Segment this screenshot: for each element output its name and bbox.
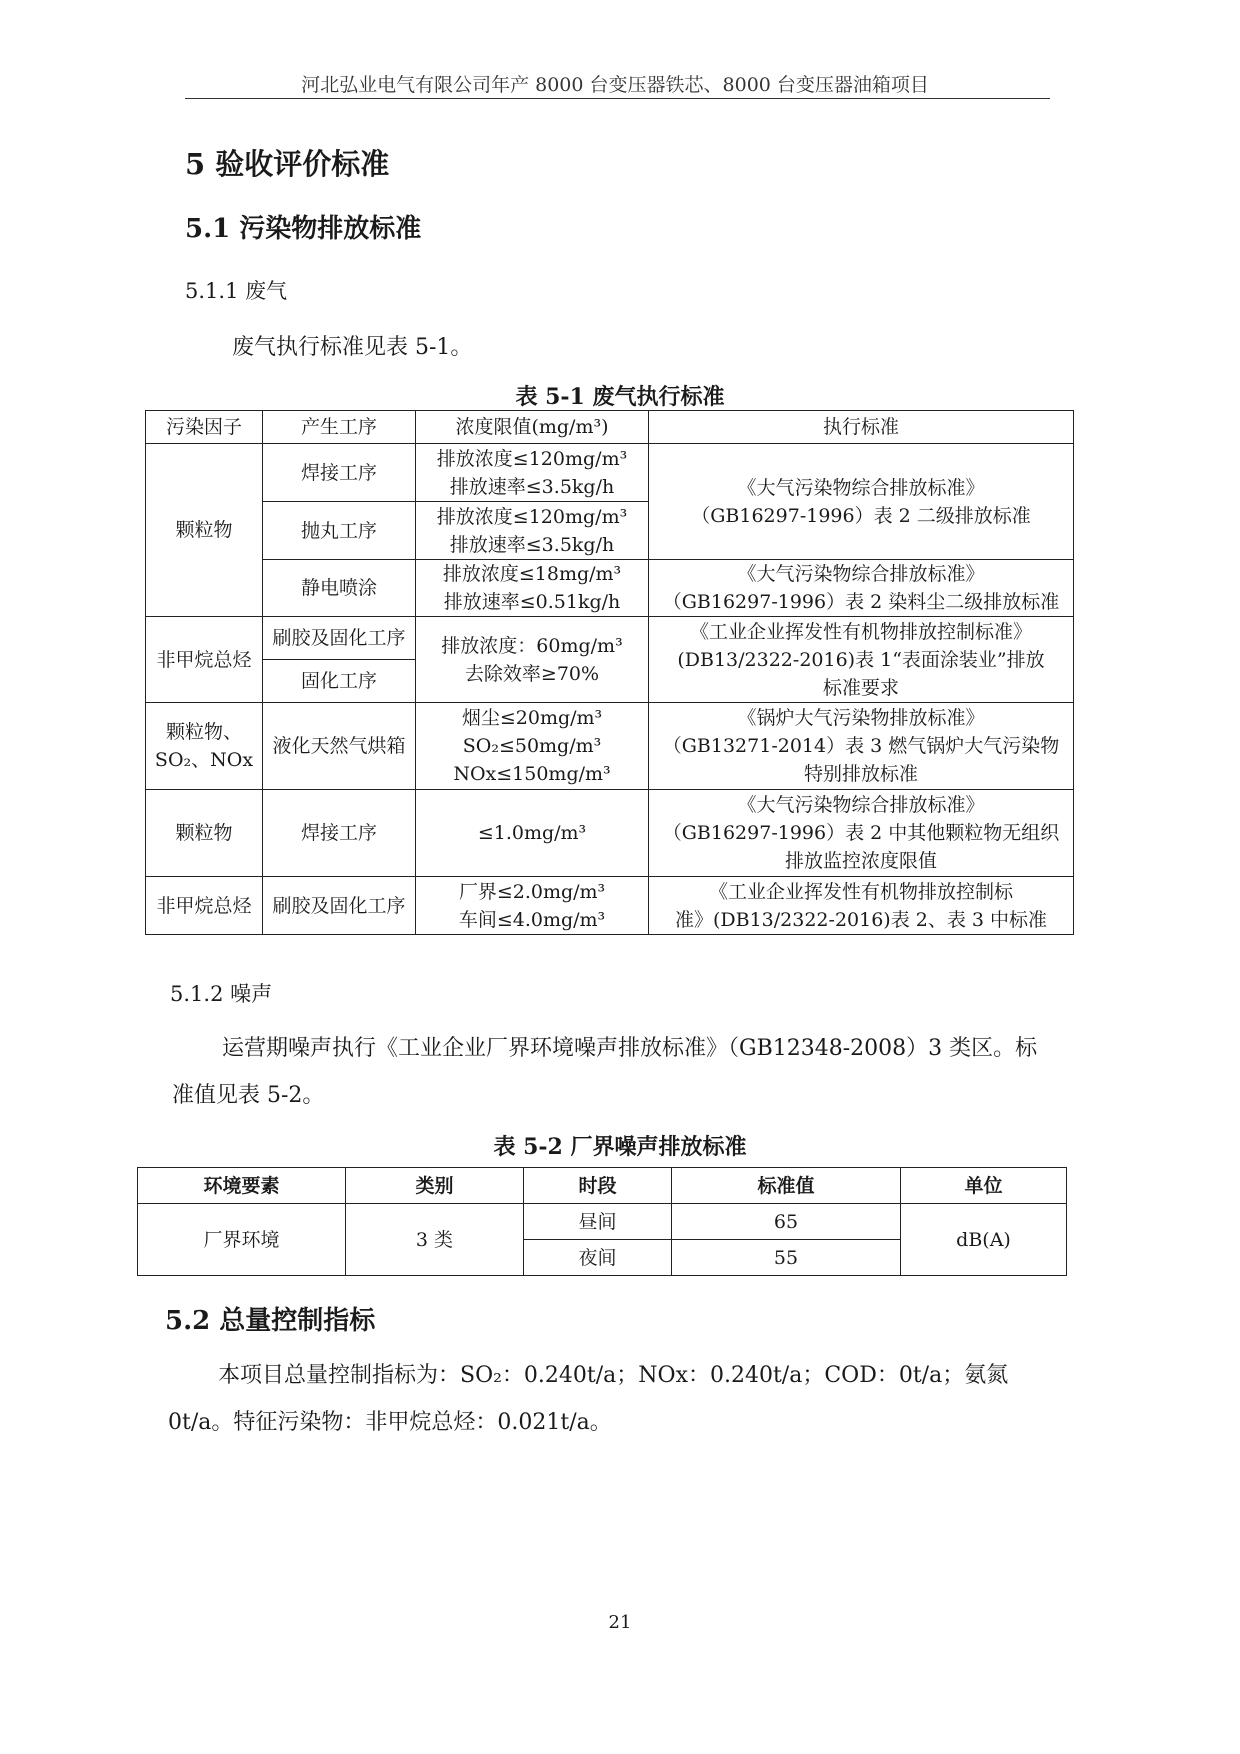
cell-line: （GB16297-1996）表 2 中其他颗粒物无组织 <box>662 822 1060 844</box>
table-cell <box>416 877 649 935</box>
cell-line: NOx≤150mg/m³ <box>453 763 611 785</box>
cell-line: (DB13/2322-2016)表 1“表面涂装业”排放 <box>677 648 1045 671</box>
table-cell: 颗粒物、SO₂、NOx <box>146 703 263 790</box>
table-cell <box>416 444 649 502</box>
table-header-row <box>146 411 1074 444</box>
section-title-5-2: 5.2 总量控制指标 <box>165 1306 376 1336</box>
cell-line: 车间≤4.0mg/m³ <box>458 908 606 931</box>
chapter-title: 5 验收评价标准 <box>185 147 390 181</box>
waste-gas-intro: 废气执行标准见表 5-1。 <box>232 335 473 360</box>
cell-line: 《大气污染物综合排放标准》 <box>737 563 985 585</box>
cell-line: 排放浓度≤120mg/m³ <box>436 505 628 528</box>
table-cell: dB(A) <box>901 1204 1067 1276</box>
section-title-5-1: 5.1 污染物排放标准 <box>185 214 422 244</box>
cell-line: 《锅炉大气污染物排放标准》 <box>737 707 985 729</box>
table-cell: 厂界环境 <box>138 1204 346 1276</box>
column-header: 单位 <box>901 1168 1067 1204</box>
header-rule <box>185 98 1050 99</box>
column-header: 产生工序 <box>263 411 416 444</box>
table-cell: 3 类 <box>346 1204 524 1276</box>
table-cell <box>416 502 649 560</box>
table-row <box>146 444 1074 502</box>
column-header: 时段 <box>524 1168 672 1204</box>
table-row <box>146 560 1074 617</box>
column-header: 标准值 <box>672 1168 901 1204</box>
table-cell <box>416 560 649 617</box>
cell-line: 《工业企业挥发性有机物排放控制标准》 <box>689 620 1032 643</box>
page-number: 21 <box>608 1612 632 1633</box>
cell-line: （GB16297-1996）表 2 二级排放标准 <box>691 504 1031 527</box>
table-cell <box>649 444 1074 560</box>
cell-line: 排放浓度≤18mg/m³ <box>442 563 622 585</box>
table-cell <box>649 877 1074 935</box>
table-cell: 固化工序 <box>263 660 416 703</box>
table-cell <box>416 703 649 790</box>
cell-line: 排放浓度≤120mg/m³ <box>436 447 628 470</box>
noise-standards-table <box>137 1167 1067 1276</box>
table-cell: 液化天然气烘箱 <box>263 703 416 790</box>
column-header: 类别 <box>346 1168 524 1204</box>
waste-gas-standards-table <box>145 410 1074 935</box>
column-header: 污染因子 <box>146 411 263 444</box>
cell-line: 排放速率≤3.5kg/h <box>449 475 615 498</box>
table-header-row <box>138 1168 1067 1204</box>
table-cell: ≤1.0mg/m³ <box>416 790 649 877</box>
table-row <box>146 703 1074 790</box>
table-cell: 静电喷涂 <box>263 560 416 617</box>
cell-line: （GB16297-1996）表 2 染料尘二级排放标准 <box>662 591 1060 613</box>
column-header: 执行标准 <box>649 411 1074 444</box>
table-cell <box>649 617 1074 703</box>
column-header: 浓度限值(mg/m³) <box>416 411 649 444</box>
table-5-2-caption: 表 5-2 厂界噪声排放标准 <box>493 1134 747 1160</box>
table-row <box>138 1204 1067 1240</box>
table-cell: 昼间 <box>524 1204 672 1240</box>
table-cell: 抛丸工序 <box>263 502 416 560</box>
table-cell <box>649 703 1074 790</box>
cell-line: 《大气污染物综合排放标准》 <box>737 794 985 816</box>
table-cell: 颗粒物 <box>146 790 263 877</box>
cell-line: 排放监控浓度限值 <box>784 850 937 872</box>
column-header: 环境要素 <box>138 1168 346 1204</box>
table-cell: 颗粒物 <box>146 444 263 617</box>
table-5-1-caption: 表 5-1 废气执行标准 <box>515 384 725 410</box>
table-cell: 刷胶及固化工序 <box>263 877 416 935</box>
cell-line: 厂界≤2.0mg/m³ <box>458 880 606 903</box>
table-cell: 65 <box>672 1204 901 1240</box>
subsection-title-5-1-1: 5.1.1 废气 <box>185 279 288 303</box>
table-cell: 非甲烷总烃 <box>146 877 263 935</box>
cell-line: 标准要求 <box>822 676 899 699</box>
table-row <box>146 877 1074 935</box>
total-control-text: 本项目总量控制指标为：SO₂：0.240t/a；NOx：0.240t/a；COD：0t/a；氨氮 0t/a。特征污染物：非甲烷总烃：0.021t/a。 <box>168 1363 1009 1435</box>
table-cell: 焊接工序 <box>263 444 416 502</box>
noise-text: 运营期噪声执行《工业企业厂界环境噪声排放标准》（GB12348-2008）3 类区。标准值见表 5-2。 <box>172 1036 1038 1108</box>
cell-line: 准》(DB13/2322-2016)表 2、表 3 中标准 <box>674 908 1048 931</box>
table-cell <box>649 560 1074 617</box>
table-cell: 夜间 <box>524 1240 672 1276</box>
running-header: 河北弘业电气有限公司年产 8000 台变压器铁芯、8000 台变压器油箱项目 <box>301 74 929 96</box>
table-cell: 焊接工序 <box>263 790 416 877</box>
cell-line: 排放浓度：60mg/m³ <box>441 634 623 657</box>
cell-line: 烟尘≤20mg/m³ <box>461 707 603 729</box>
cell-line: 特别排放标准 <box>803 763 918 785</box>
subsection-title-5-1-2: 5.1.2 噪声 <box>170 982 273 1006</box>
cell-line: 去除效率≥70% <box>464 662 600 685</box>
table-cell <box>416 617 649 703</box>
cell-line: 排放速率≤3.5kg/h <box>449 533 615 556</box>
table-row <box>146 790 1074 877</box>
table-cell: 55 <box>672 1240 901 1276</box>
table-cell: 非甲烷总烃 <box>146 617 263 703</box>
cell-line: （GB13271-2014）表 3 燃气锅炉大气污染物 <box>662 735 1060 757</box>
table-row <box>146 617 1074 660</box>
cell-line: 《大气污染物综合排放标准》 <box>737 476 985 499</box>
table-cell: 刷胶及固化工序 <box>263 617 416 660</box>
cell-line: 《工业企业挥发性有机物排放控制标 <box>708 880 1013 903</box>
cell-line: SO₂≤50mg/m³ <box>462 735 602 757</box>
table-cell <box>649 790 1074 877</box>
cell-line: 排放速率≤0.51kg/h <box>443 591 621 613</box>
